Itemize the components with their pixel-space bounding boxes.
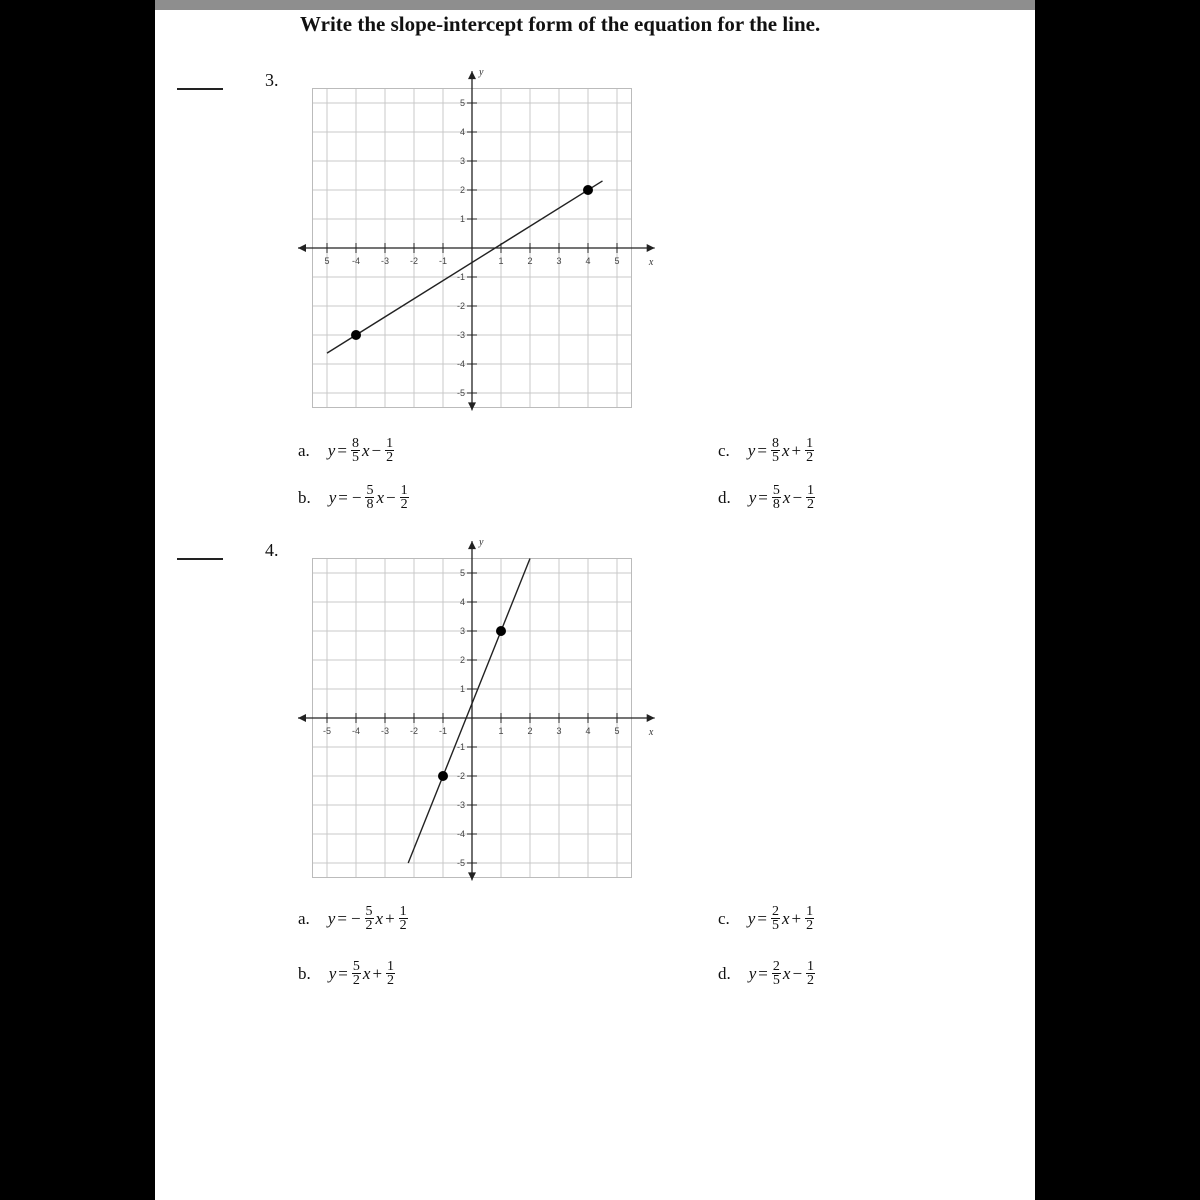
fraction-denominator: 5 — [771, 918, 779, 933]
fraction — [385, 437, 394, 464]
x-tick-label: -4 — [351, 256, 361, 266]
operator-sign: − — [386, 487, 396, 507]
x-axis-right-arrow — [647, 244, 655, 252]
fraction-numerator: 1 — [387, 959, 395, 974]
choice-letter: c. — [718, 440, 730, 460]
negative-sign: − — [351, 487, 362, 507]
x-tick-label: 3 — [556, 256, 562, 266]
fraction — [806, 484, 815, 511]
fraction-numerator: 1 — [807, 483, 815, 498]
fraction-denominator: 8 — [772, 497, 780, 512]
graphed-line — [327, 181, 603, 353]
choice-letter: d. — [718, 487, 731, 507]
line-point — [583, 185, 593, 195]
fraction — [365, 905, 374, 932]
x-tick-label: -4 — [351, 726, 361, 736]
fraction — [772, 484, 781, 511]
choice-4c[interactable] — [718, 905, 816, 932]
equation-y: y — [747, 440, 756, 460]
fraction-numerator: 5 — [366, 483, 374, 498]
fraction-numerator: 5 — [365, 904, 373, 919]
fraction-denominator: 2 — [386, 450, 394, 465]
y-axis-up-arrow — [468, 541, 476, 549]
y-tick-label: 1 — [459, 214, 465, 224]
equation-x: x — [781, 440, 790, 460]
equation-y: y — [328, 487, 337, 507]
equals-sign: = — [338, 963, 348, 983]
y-tick-label: 2 — [459, 185, 465, 195]
fraction — [771, 905, 780, 932]
fraction — [805, 905, 814, 932]
y-tick-label: 2 — [459, 655, 465, 665]
answer-blank-4[interactable] — [177, 558, 223, 560]
fraction-denominator: 2 — [806, 918, 814, 933]
equation-y: y — [747, 908, 756, 928]
fraction-numerator: 5 — [352, 959, 360, 974]
y-tick-label: -5 — [456, 858, 465, 868]
top-bar — [155, 0, 1035, 10]
fraction-denominator: 2 — [807, 497, 815, 512]
graphed-line — [408, 559, 533, 864]
y-tick-label: -1 — [456, 272, 465, 282]
x-axis-label: x — [648, 257, 654, 268]
fraction — [771, 437, 780, 464]
x-tick-label: 5 — [614, 726, 620, 736]
fraction-numerator: 2 — [772, 959, 780, 974]
y-axis-label: y — [479, 537, 484, 549]
x-axis-right-arrow — [647, 714, 655, 722]
x-axis-label: x — [648, 727, 654, 738]
fraction-denominator: 2 — [365, 918, 373, 933]
equals-sign: = — [337, 908, 347, 928]
x-tick-label: 1 — [498, 256, 504, 266]
fraction — [399, 905, 408, 932]
y-tick-label: 3 — [459, 626, 465, 636]
fraction — [400, 484, 409, 511]
fraction-numerator: 8 — [351, 436, 359, 451]
question-number-4: 4. — [265, 540, 279, 560]
fraction — [772, 960, 781, 987]
fraction-denominator: 2 — [400, 497, 408, 512]
y-tick-label: 4 — [459, 127, 465, 137]
x-tick-label: -3 — [380, 726, 390, 736]
fraction-denominator: 5 — [351, 450, 359, 465]
fraction-numerator: 1 — [386, 436, 394, 451]
y-tick-label: 4 — [459, 597, 465, 607]
choice-letter: d. — [718, 963, 731, 983]
fraction — [352, 960, 361, 987]
fraction-numerator: 1 — [806, 904, 814, 919]
y-tick-label: -4 — [456, 829, 465, 839]
x-tick-label: 4 — [585, 256, 591, 266]
choice-letter: b. — [298, 487, 311, 507]
x-tick-label: 3 — [556, 726, 562, 736]
fraction-denominator: 2 — [807, 973, 815, 988]
equation-y: y — [748, 963, 757, 983]
equation-x: x — [782, 487, 791, 507]
y-tick-label: 3 — [459, 156, 465, 166]
equals-sign: = — [338, 487, 348, 507]
choice-3b[interactable] — [298, 484, 411, 511]
y-tick-label: -5 — [456, 388, 465, 398]
question-number-3: 3. — [265, 70, 279, 90]
x-tick-label: 2 — [527, 256, 533, 266]
x-tick-label: -2 — [409, 256, 419, 266]
y-axis-down-arrow — [468, 402, 476, 410]
line-point — [351, 330, 361, 340]
choice-4a[interactable] — [298, 905, 410, 932]
fraction — [806, 960, 815, 987]
line-point — [438, 771, 448, 781]
fraction — [351, 437, 360, 464]
y-tick-label: 5 — [459, 98, 465, 108]
choice-letter: a. — [298, 908, 310, 928]
x-tick-label: 5 — [324, 256, 330, 266]
fraction-numerator: 1 — [806, 436, 814, 451]
fraction-denominator: 2 — [399, 918, 407, 933]
equals-sign: = — [757, 908, 767, 928]
x-tick-label: -5 — [322, 726, 332, 736]
x-tick-label: -2 — [409, 726, 419, 736]
x-tick-label: 4 — [585, 726, 591, 736]
equals-sign: = — [758, 487, 768, 507]
line-point — [496, 626, 506, 636]
y-axis-up-arrow — [468, 71, 476, 79]
y-axis-down-arrow — [468, 872, 476, 880]
fraction — [805, 437, 814, 464]
worksheet-title: Write the slope-intercept form of the equation for the line. — [300, 12, 821, 36]
x-tick-label: 2 — [527, 726, 533, 736]
y-tick-label: -1 — [456, 742, 465, 752]
equals-sign: = — [758, 963, 768, 983]
equation-y: y — [328, 963, 337, 983]
x-tick-label: -1 — [438, 256, 448, 266]
fraction-numerator: 2 — [771, 904, 779, 919]
operator-sign: + — [791, 908, 802, 928]
equation-x: x — [375, 908, 384, 928]
equation-y: y — [327, 908, 336, 928]
choice-3a[interactable] — [298, 437, 396, 464]
equation-y: y — [748, 487, 757, 507]
fraction-numerator: 8 — [771, 436, 779, 451]
operator-sign: − — [792, 487, 803, 507]
fraction-denominator: 2 — [387, 973, 395, 988]
x-tick-label: -1 — [438, 726, 448, 736]
operator-sign: + — [372, 963, 383, 983]
coordinate-graph-3 — [290, 60, 670, 430]
operator-sign: − — [371, 440, 382, 460]
x-tick-label: -3 — [380, 256, 390, 266]
fraction-denominator: 2 — [806, 450, 814, 465]
fraction-numerator: 1 — [399, 904, 407, 919]
x-tick-label: 1 — [498, 726, 504, 736]
equation-x: x — [782, 963, 791, 983]
y-tick-label: -3 — [456, 330, 465, 340]
choice-4b[interactable] — [298, 960, 397, 987]
fraction-denominator: 2 — [352, 973, 360, 988]
equation-x: x — [362, 963, 371, 983]
equation-x: x — [361, 440, 370, 460]
fraction-denominator: 8 — [366, 497, 374, 512]
y-tick-label: -4 — [456, 359, 465, 369]
fraction-numerator: 1 — [807, 959, 815, 974]
fraction-denominator: 5 — [772, 973, 780, 988]
equation-y: y — [327, 440, 336, 460]
choice-4d[interactable] — [718, 960, 817, 987]
x-tick-label: 5 — [614, 256, 620, 266]
coordinate-graph-4 — [290, 530, 670, 900]
fraction-numerator: 5 — [772, 483, 780, 498]
choice-letter: a. — [298, 440, 310, 460]
y-tick-label: -2 — [456, 771, 465, 781]
y-tick-label: 1 — [459, 684, 465, 694]
choice-letter: b. — [298, 963, 311, 983]
y-tick-label: 5 — [459, 568, 465, 578]
equals-sign: = — [337, 440, 347, 460]
fraction-numerator: 1 — [400, 483, 408, 498]
fraction — [386, 960, 395, 987]
answer-blank-3[interactable] — [177, 88, 223, 90]
fraction — [365, 484, 374, 511]
choice-3d[interactable] — [718, 484, 817, 511]
operator-sign: − — [792, 963, 803, 983]
equation-x: x — [781, 908, 790, 928]
operator-sign: + — [791, 440, 802, 460]
x-axis-left-arrow — [298, 244, 306, 252]
choice-3c[interactable] — [718, 437, 816, 464]
fraction-denominator: 5 — [771, 450, 779, 465]
equals-sign: = — [757, 440, 767, 460]
x-axis-left-arrow — [298, 714, 306, 722]
negative-sign: − — [350, 908, 361, 928]
operator-sign: + — [385, 908, 395, 928]
y-tick-label: -2 — [456, 301, 465, 311]
equation-x: x — [376, 487, 385, 507]
y-tick-label: -3 — [456, 800, 465, 810]
y-axis-label: y — [479, 67, 484, 79]
choice-letter: c. — [718, 908, 730, 928]
